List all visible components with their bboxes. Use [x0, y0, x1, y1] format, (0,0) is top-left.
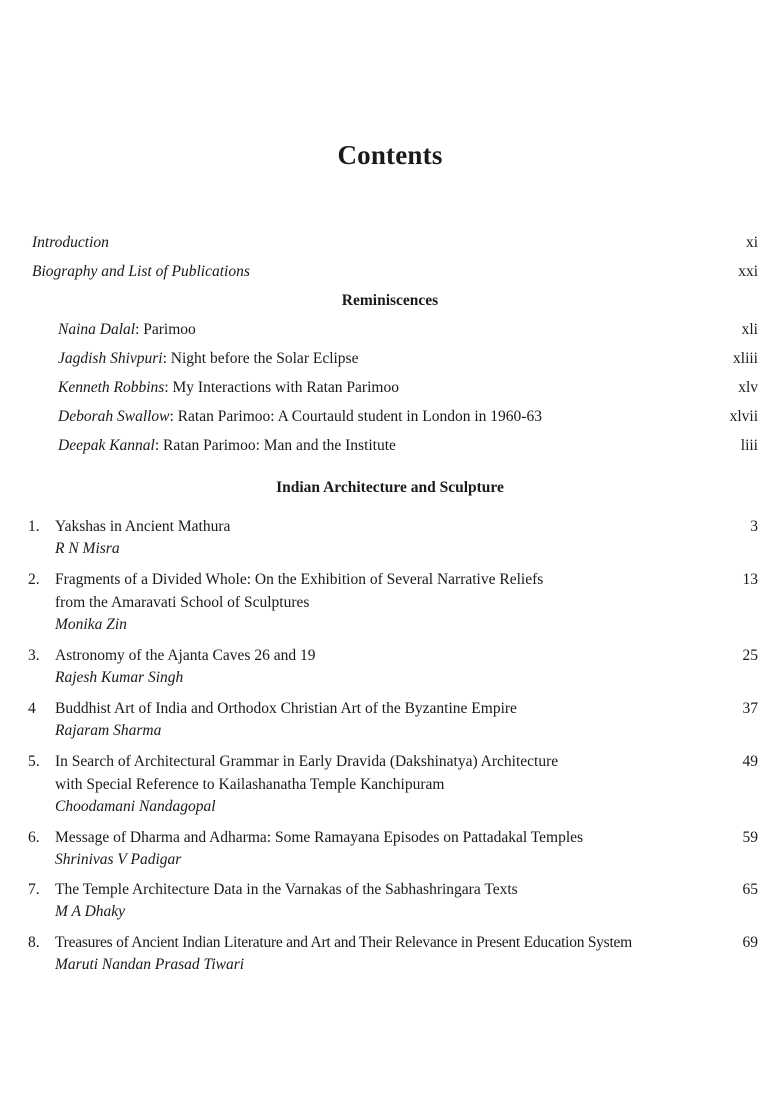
- reminiscence-entry: [58, 377, 399, 399]
- reminiscence-title: : Parimoo: [135, 321, 196, 338]
- toc-page-number: 37: [742, 700, 758, 717]
- section-heading-reminiscences: Reminiscences: [341, 292, 439, 309]
- chapter-title: Buddhist Art of India and Orthodox Christian Art of the Byzantine Empire: [55, 700, 517, 717]
- toc-page-number: 25: [742, 647, 758, 664]
- chapter-title-continued: from the Amaravati School of Sculptures: [55, 594, 310, 611]
- chapter-number: 1.: [28, 518, 40, 535]
- reminiscence-author: Deborah Swallow: [58, 408, 170, 425]
- toc-page-number: xi: [745, 234, 758, 251]
- reminiscence-author: Jagdish Shivpuri: [58, 350, 163, 367]
- chapter-title-continued: with Special Reference to Kailashanatha Temple Kanchipuram: [55, 776, 445, 793]
- chapter-author: Rajaram Sharma: [55, 722, 162, 739]
- toc-entry-introduction: Introduction: [32, 234, 109, 251]
- toc-page-number: xxi: [738, 263, 758, 280]
- chapter-author: Choodamani Nandagopal: [55, 798, 216, 815]
- chapter-number: 2.: [28, 571, 40, 588]
- toc-page-number: liii: [740, 437, 758, 454]
- chapter-author: M A Dhaky: [55, 903, 126, 920]
- toc-page-number: xlv: [738, 379, 758, 396]
- chapter-number: 8.: [28, 934, 40, 951]
- toc-page-number: 69: [742, 934, 758, 951]
- toc-page-number: 59: [742, 829, 758, 846]
- reminiscence-author: Deepak Kannal: [58, 437, 155, 454]
- toc-entry-biography: Biography and List of Publications: [32, 263, 250, 280]
- chapter-title: Astronomy of the Ajanta Caves 26 and 19: [55, 647, 316, 664]
- reminiscence-entry: [58, 435, 396, 457]
- reminiscence-author: Naina Dalal: [58, 321, 136, 338]
- reminiscence-title: : Ratan Parimoo: A Courtauld student in London in 1960-63: [169, 408, 542, 425]
- toc-page-number: xli: [741, 321, 758, 338]
- chapter-number: 4: [28, 700, 36, 717]
- reminiscence-title: : Ratan Parimoo: Man and the Institute: [154, 437, 396, 454]
- toc-page-number: 13: [742, 571, 758, 588]
- toc-page-number: xliii: [733, 350, 758, 367]
- chapter-number: 5.: [28, 753, 40, 770]
- toc-page-number: 49: [742, 753, 758, 770]
- chapter-author: Monika Zin: [55, 616, 127, 633]
- chapter-title: Yakshas in Ancient Mathura: [55, 518, 231, 535]
- reminiscence-entry: [58, 319, 196, 341]
- toc-page-number: xlvii: [729, 408, 758, 425]
- chapter-title: Fragments of a Divided Whole: On the Exhibition of Several Narrative Reliefs: [55, 571, 544, 588]
- chapter-title: In Search of Architectural Grammar in Early Dravida (Dakshinatya) Architecture: [55, 753, 559, 770]
- chapter-number: 3.: [28, 647, 40, 664]
- chapter-title: The Temple Architecture Data in the Varnakas of the Sabhashringara Texts: [55, 881, 518, 898]
- toc-page-number: 65: [742, 881, 758, 898]
- chapter-author: Rajesh Kumar Singh: [55, 669, 184, 686]
- chapter-title: Message of Dharma and Adharma: Some Ramayana Episodes on Pattadakal Temples: [55, 829, 584, 846]
- chapter-title: Treasures of Ancient Indian Literature and Art and Their Relevance in Present Education System: [55, 934, 632, 951]
- reminiscence-entry: [58, 348, 358, 370]
- reminiscence-entry: [58, 406, 542, 428]
- chapter-number: 7.: [28, 881, 40, 898]
- page-title: Contents: [337, 140, 443, 170]
- toc-page-number: 3: [750, 518, 758, 535]
- chapter-author: Shrinivas V Padigar: [55, 851, 182, 868]
- chapter-number: 6.: [28, 829, 40, 846]
- reminiscence-title: : Night before the Solar Eclipse: [162, 350, 359, 367]
- section-heading-architecture: Indian Architecture and Sculpture: [276, 479, 504, 496]
- reminiscence-author: Kenneth Robbins: [58, 379, 165, 396]
- chapter-author: Maruti Nandan Prasad Tiwari: [55, 956, 245, 973]
- chapter-author: R N Misra: [55, 540, 120, 557]
- reminiscence-title: : My Interactions with Ratan Parimoo: [164, 379, 399, 396]
